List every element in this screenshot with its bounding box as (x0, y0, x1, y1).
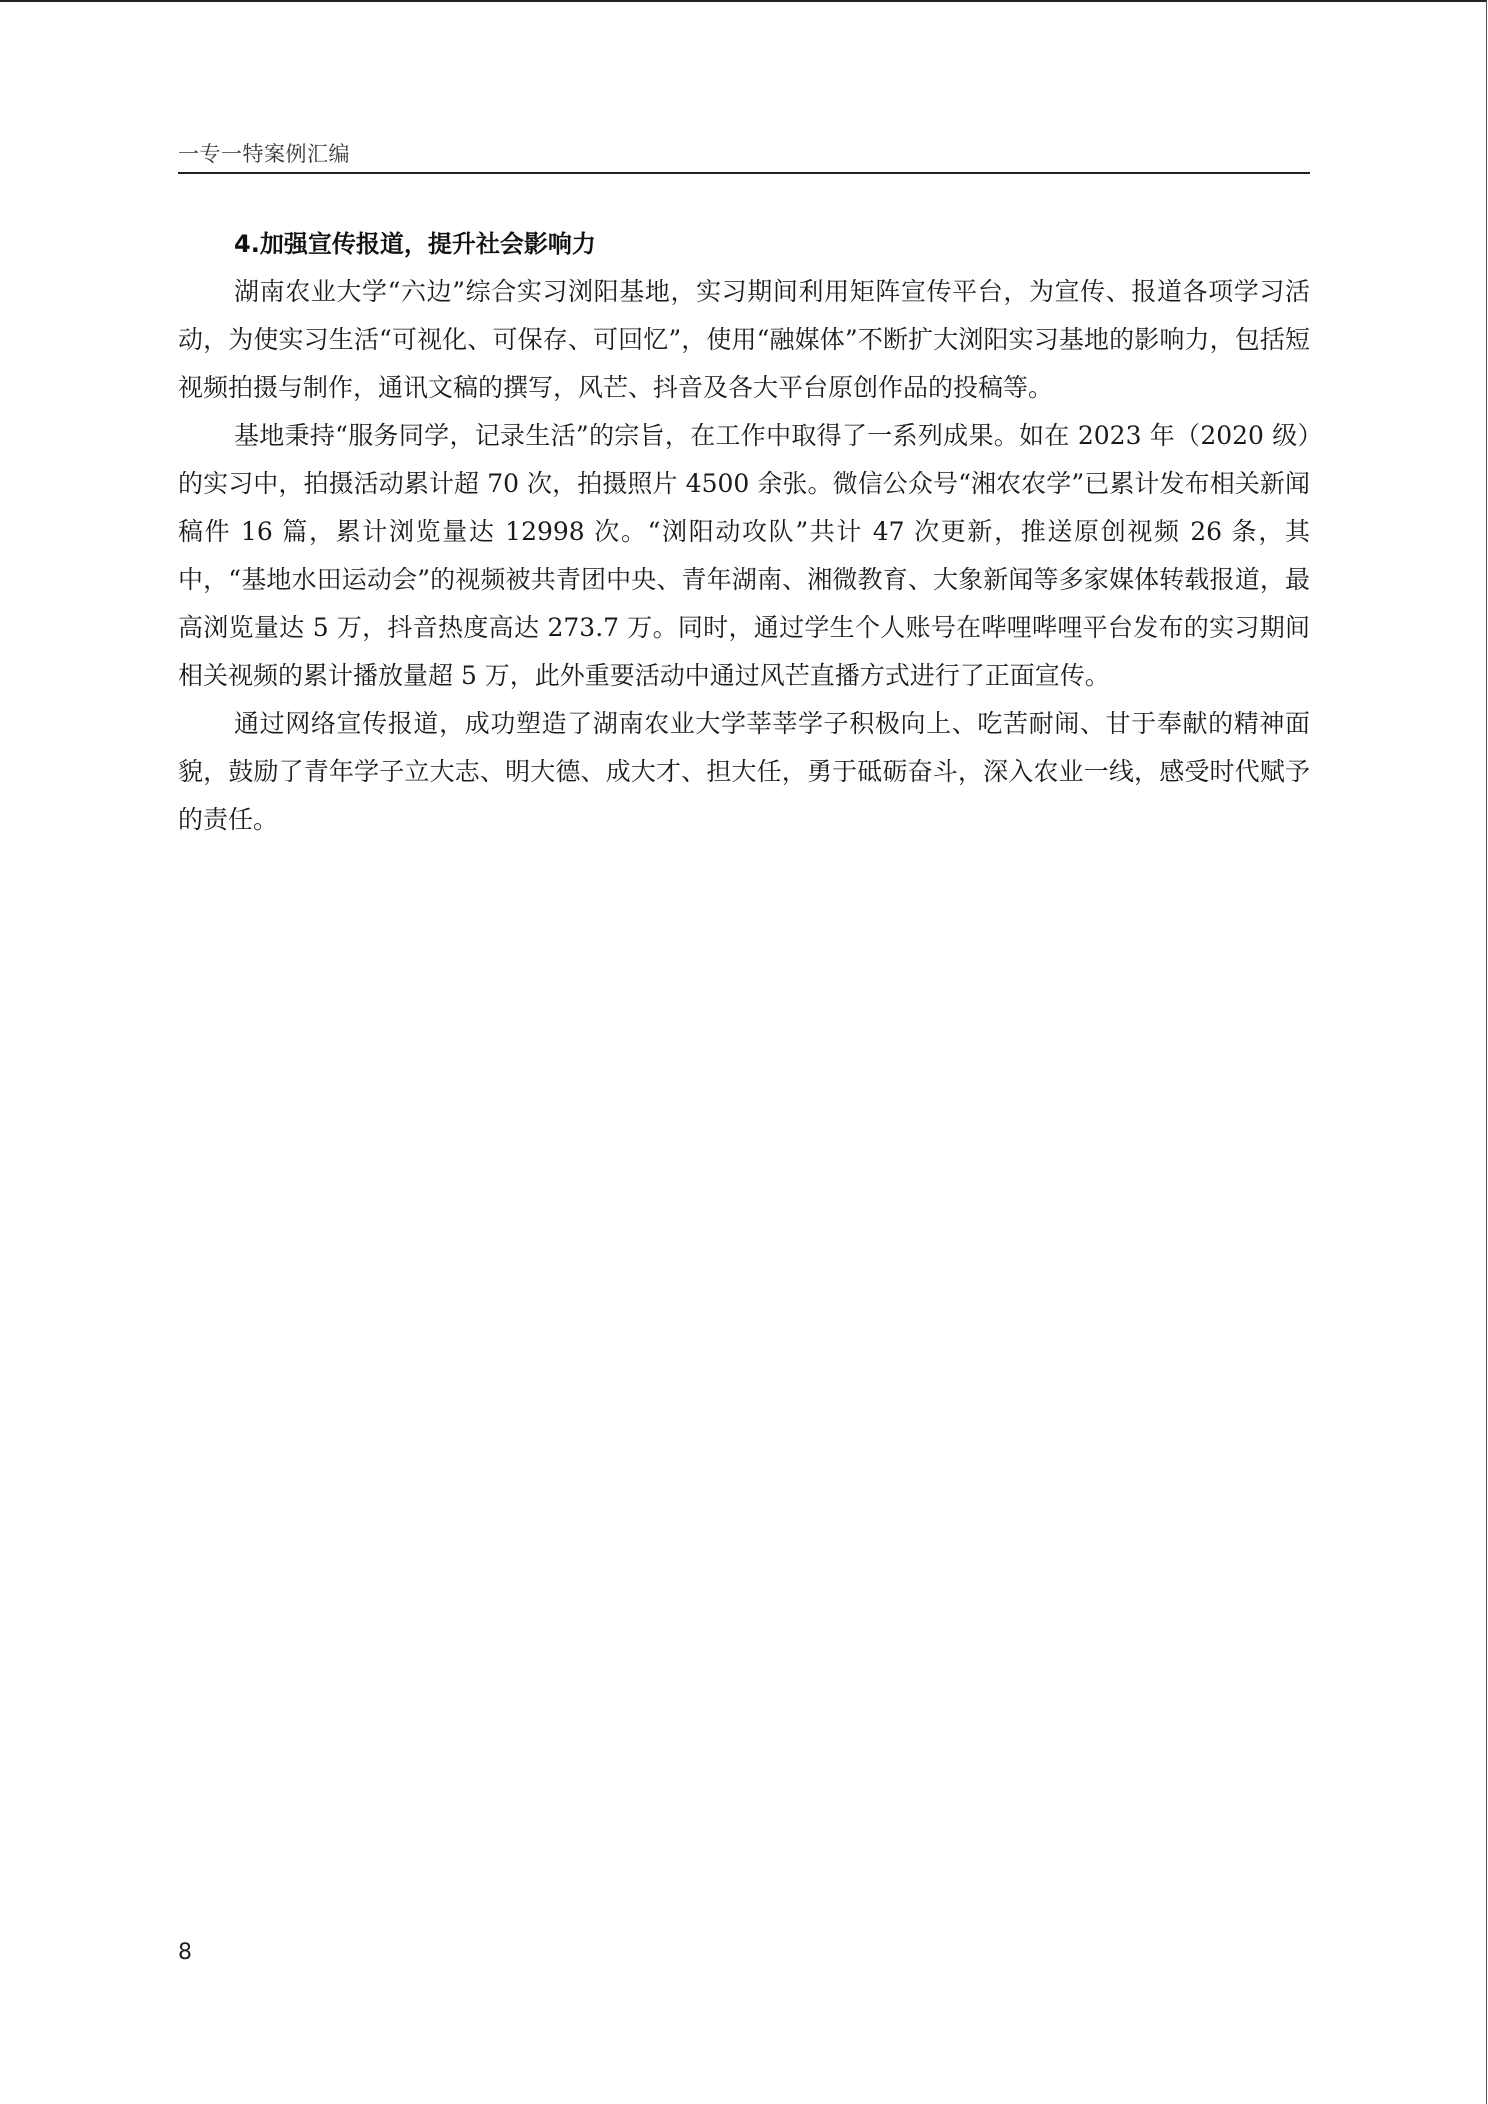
paragraph-2: 基地秉持“服务同学，记录生活”的宗旨，在工作中取得了一系列成果。如在 2023 年（2020 级）的实习中，拍摄活动累计超 70 次，拍摄照片 4500 余张。微信公众号“湘农农学”已累计发布相关新闻稿件 16 篇，累计浏览量达 12998 次。“浏阳动攻队”共计 47 次更新，推送原创视频 26 条，其中，“基地水田运动会”的视频被共青团中央、青年湖南、湘微教育、大象新闻等多家媒体转载报道，最高浏览量达 5 万，抖音热度高达 273.7 万。同时，通过学生个人账号在哔哩哔哩平台发布的实习期间相关视频的累计播放量超 5 万，此外重要活动中通过风芒直播方式进行了正面宣传。 (178, 421, 1310, 690)
page-number: 8 (178, 1940, 192, 1965)
running-header-title: 一专一特案例汇编 (178, 142, 350, 166)
paragraph-1: 湖南农业大学“六边”综合实习浏阳基地，实习期间利用矩阵宣传平台，为宣传、报道各项学习活动，为使实习生活“可视化、可保存、可回忆”，使用“融媒体”不断扩大浏阳实习基地的影响力，包括短视频拍摄与制作，通讯文稿的撰写，风芒、抖音及各大平台原创作品的投稿等。 (178, 277, 1310, 402)
running-header (178, 140, 1310, 174)
paragraph-3: 通过网络宣传报道，成功塑造了湖南农业大学莘莘学子积极向上、吃苦耐闹、甘于奉献的精神面貌，鼓励了青年学子立大志、明大德、成大才、担大任，勇于砥砺奋斗，深入农业一线，感受时代赋予的责任。 (178, 709, 1310, 834)
section-heading: 4.加强宣传报道，提升社会影响力 (234, 230, 596, 258)
document-body (178, 220, 1310, 844)
